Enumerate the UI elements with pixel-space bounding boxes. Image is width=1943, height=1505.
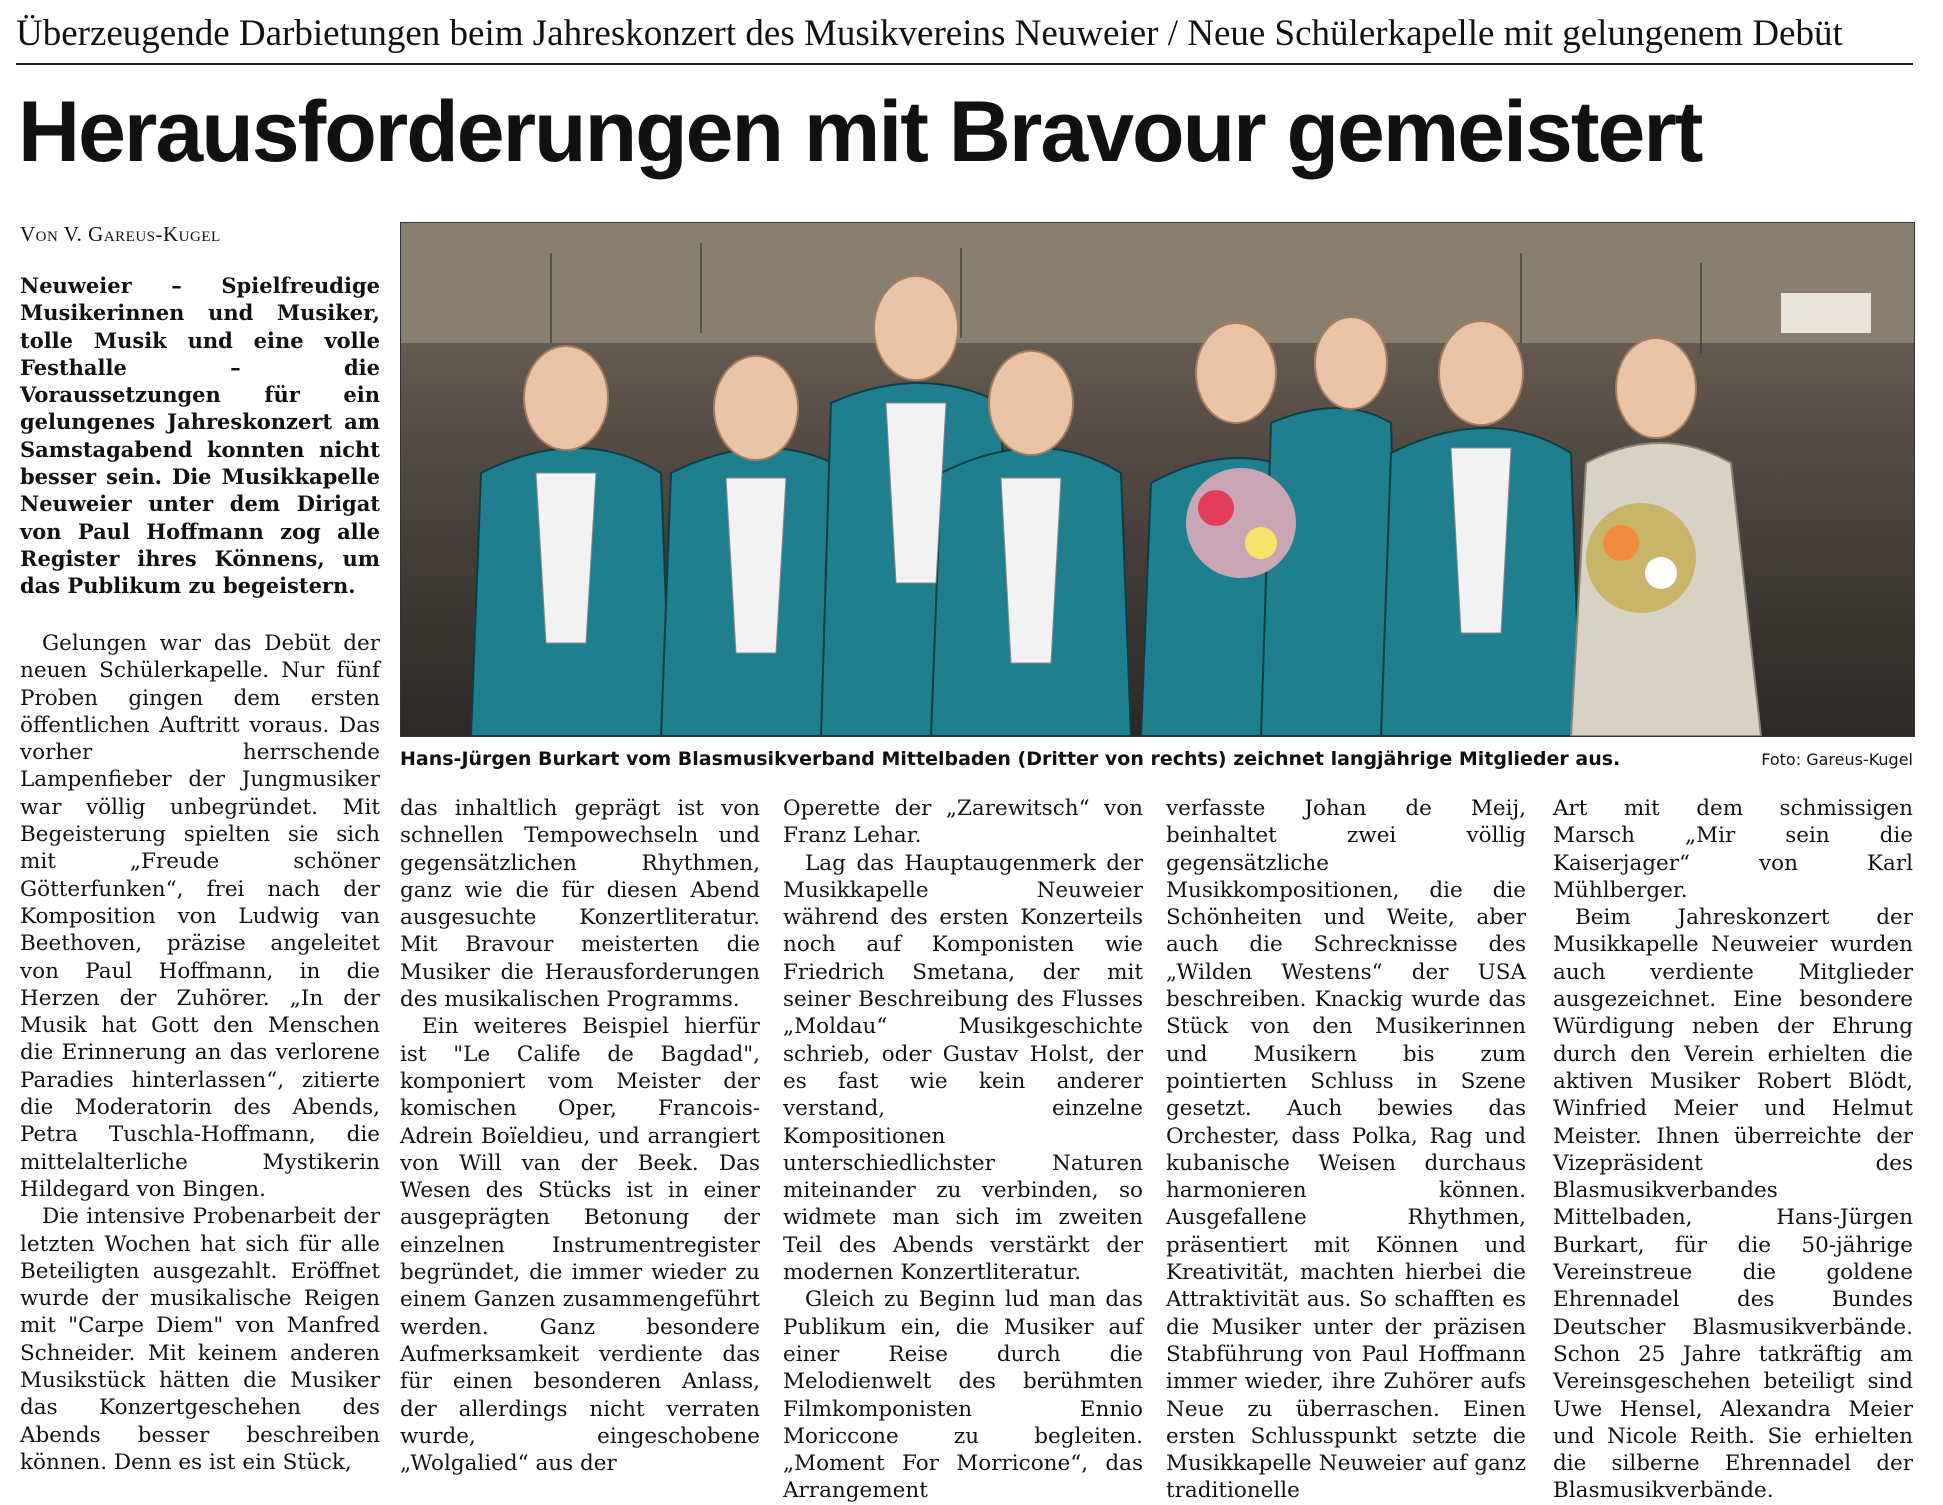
text-column-1 (20, 630, 380, 1476)
group-photo (400, 222, 1915, 737)
paragraph: Ein weiteres Beispiel hierfür ist "Le Calife de Bagdad", komponiert vom Meister der komischen Oper, Francois-Adrein Boïeldieu, und arrangiert von Will van der Beek. Das Wesen des Stücks ist in einer ausgeprägten Betonung der einzelnen Instrumentregister begründet, die immer wieder zu einem Ganzen zusammengeführt werden. Ganz besondere Aufmerksamkeit verdiente das für einen besonderen Anlass, der allerdings nicht verraten wurde, eingeschobene „Wolgalied“ aus der (400, 1014, 760, 1477)
text-column-3 (783, 795, 1143, 1505)
paragraph: Gelungen war das Debüt der neuen Schülerkapelle. Nur fünf Proben gingen dem ersten öffentlichen Auftritt voraus. Das vorher herrschende Lampenfieber der Jungmusiker war völlig unbegründet. Mit Begeisterung spielten sie sich mit „Freude schöner Götterfunken“, frei nach der Komposition von Ludwig van Beethoven, präzise angeleitet von Paul Hoffmann, in die Herzen der Zuhörer. „In der Musik hat Gott den Menschen die Erinnerung an das verlorene Paradies hinterlassen“, zitierte die Moderatorin des Abends, Petra Tuschla-Hoffmann, die mittelalterliche Mystikerin Hildegard von Bingen. (20, 631, 380, 1202)
text-column-4 (1166, 795, 1526, 1505)
paragraph: das inhaltlich geprägt ist von schnellen Tempowechseln und gegensätzlichen Rhythmen, ganz wie die für diesen Abend ausgesuchte Konzertliteratur. Mit Bravour meisterten die Musiker die Herausforderungen des musikalischen Programms. (400, 796, 760, 1013)
photo-caption: Hans-Jürgen Burkart vom Blasmusikverband Mittelbaden (Dritter von rechts) zeichnet langjährige Mitglieder aus. (400, 748, 1621, 770)
paragraph: Art mit dem schmissigen Marsch „Mir sein die Kaiserjager“ von Karl Mühlberger. (1553, 796, 1913, 903)
paragraph: verfasste Johan de Meij, beinhaltet zwei völlig gegensätzliche Musikkompositionen, die die Schönheiten und Weite, aber auch die Schrecknisse des „Wilden Westens“ der USA beschreiben. Knackig wurde das Stück von den Musikerinnen und Musikern bis zum pointierten Schluss in Szene gesetzt. Auch bewies das Orchester, dass Polka, Rag und kubanische Weisen durchaus harmonieren können. Ausgefallene Rhythmen, präsentiert mit Können und Kreativität, machten hierbei die Attraktivität aus. So schafften es die Musiker unter der präzisen Stabführung von Paul Hoffmann immer wieder, ihre Zuhörer aufs Neue zu überraschen. Einen ersten Schlusspunkt setzte die Musikkapelle Neuweier auf ganz traditionelle (1166, 796, 1526, 1504)
photo-credit: Foto: Gareus-Kugel (1761, 750, 1913, 769)
article-kicker: Überzeugende Darbietungen beim Jahreskonzert des Musikvereins Neuweier / Neue Schülerkapelle mit gelungenem Debüt (16, 13, 1843, 54)
paragraph: Operette der „Zarewitsch“ von Franz Lehar. (783, 796, 1143, 849)
text-column-2 (400, 795, 760, 1477)
paragraph: Beim Jahreskonzert der Musikkapelle Neuweier wurden auch verdiente Mitglieder ausgezeichnet. Eine besondere Würdigung neben der Ehrung durch den Verein erhielten die aktiven Musiker Robert Blödt, Winfried Meier und Helmut Meister. Ihnen überreichte der Vizepräsident des Blasmusikverbandes Mittelbaden, Hans-Jürgen Burkart, für die 50-jährige Vereinstreue die goldene Ehrennadel des Bundes Deutscher Blasmusikverbände. Schon 25 Jahre tatkräftig am Vereinsgeschehen beteiligt sind Uwe Hensel, Alexandra Meier und Nicole Reith. Sie erhielten die silberne Ehrennadel der Blasmusikverbände. (1553, 905, 1913, 1504)
paragraph: Lag das Hauptaugenmerk der Musikkapelle Neuweier während des ersten Konzerteils noch auf Komponisten wie Friedrich Smetana, der mit seiner Beschreibung des Flusses „Moldau“ Musikgeschichte schrieb, oder Gustav Holst, der es fast wie kein anderer verstand, einzelne Kompositionen unterschiedlichster Naturen miteinander zu verbinden, so widmete man sich im zweiten Teil des Abends verstärkt der modernen Konzertliteratur. (783, 850, 1143, 1286)
paragraph: Die intensive Probenarbeit der letzten Wochen hat sich für alle Beteiligten ausgezahlt. Eröffnet wurde der musikalische Reigen mit "Carpe Diem" von Manfred Schneider. Mit keinem anderen Musikstück hätten die Musiker das Konzertgeschehen des Abends besser beschreiben können. Denn es ist ein Stück, (20, 1204, 380, 1475)
paragraph: Gleich zu Beginn lud man das Publikum ein, die Musiker auf einer Reise durch die Melodienwelt des berühmten Filmkomponisten Ennio Moriccone zu begleiten. „Moment For Morricone“, das Arrangement (783, 1287, 1143, 1504)
article-headline: Herausforderungen mit Bravour gemeistert (18, 84, 1702, 180)
article-byline: Von V. Gareus-Kugel (20, 222, 221, 246)
text-column-5 (1553, 795, 1913, 1505)
kicker-rule (16, 63, 1913, 65)
article-lead: Neuweier – Spielfreudige Musikerinnen und Musiker, tolle Musik und eine volle Festhalle – die Voraussetzungen für ein gelungenes Jahreskonzert am Samstagabend konnten nicht besser sein. Die Musikkapelle Neuweier unter dem Dirigat von Paul Hoffmann zog alle Register ihres Könnens, um das Publikum zu begeistern. (20, 273, 380, 599)
